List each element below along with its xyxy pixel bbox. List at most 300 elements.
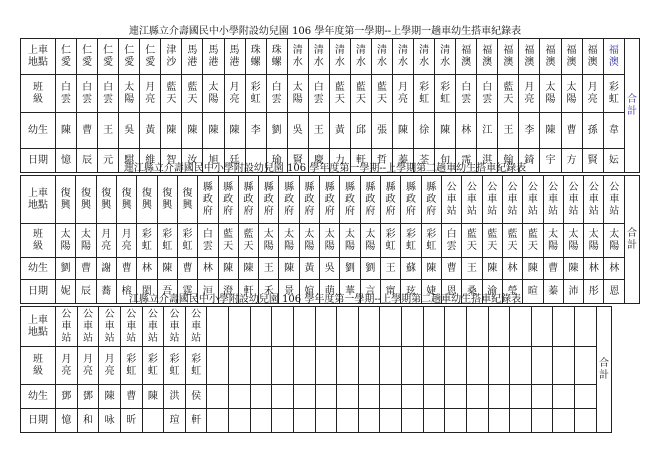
student-cell — [203, 113, 224, 149]
student-char: 元 — [103, 154, 114, 166]
stop-cell — [320, 176, 340, 224]
stop-char: 府 — [263, 205, 274, 217]
stop-cell — [142, 307, 164, 347]
stop-cell — [238, 176, 258, 224]
student-char: 慶 — [313, 154, 324, 166]
stop-char: 縣 — [385, 181, 396, 193]
stop-char: 車 — [104, 320, 115, 332]
stop-char: 車 — [446, 193, 457, 205]
class-cell — [421, 224, 441, 258]
stop-char: 澳 — [587, 56, 598, 68]
class-char: 雲 — [202, 240, 213, 252]
stop-char: 站 — [527, 205, 538, 217]
class-char: 月 — [398, 81, 409, 93]
student-cell — [604, 258, 625, 280]
stop-char: 水 — [292, 56, 303, 68]
class-char: 月 — [61, 353, 72, 365]
empty-cell — [337, 385, 359, 409]
stop-char: 仁 — [82, 44, 93, 56]
stop-char: 水 — [419, 56, 430, 68]
class-char: 虹 — [440, 93, 451, 105]
stop-char: 車 — [61, 320, 72, 332]
stop-char: 復 — [182, 187, 193, 199]
empty-cell — [229, 347, 251, 385]
student-char: 宇 — [545, 154, 556, 166]
stop-char: 興 — [101, 199, 112, 211]
stop-char: 政 — [263, 193, 274, 205]
stop-cell — [203, 39, 224, 75]
class-char: 陽 — [548, 240, 559, 252]
class-char: 陽 — [292, 93, 303, 105]
class-cell — [98, 75, 119, 113]
student-char: 恩 — [446, 285, 457, 297]
empty-cell — [337, 347, 359, 385]
stop-char: 清 — [440, 44, 451, 56]
total-label: 合 — [627, 227, 637, 239]
class-char: 陽 — [566, 93, 577, 105]
student-char: 吾 — [162, 285, 173, 297]
student-cell — [329, 113, 350, 149]
stop-char: 政 — [426, 193, 437, 205]
class-cell — [299, 224, 319, 258]
class-char: 雲 — [461, 93, 472, 105]
empty-cell — [466, 385, 488, 409]
stop-char: 車 — [527, 193, 538, 205]
student-char: 瑜 — [271, 154, 282, 166]
empty-cell — [358, 385, 380, 409]
empty-cell — [423, 347, 445, 385]
student-cell — [320, 258, 340, 280]
stop-char: 站 — [126, 332, 137, 344]
class-char: 雲 — [482, 93, 493, 105]
student-cell — [540, 113, 561, 149]
class-char: 虹 — [191, 365, 202, 377]
stop-char: 縣 — [304, 181, 315, 193]
class-cell — [371, 75, 392, 113]
stop-char: 福 — [461, 44, 472, 56]
stop-char: 站 — [466, 205, 477, 217]
student-char: 彤 — [588, 285, 599, 297]
class-cell — [245, 75, 266, 113]
stop-char: 府 — [243, 205, 254, 217]
empty-cell — [207, 307, 229, 347]
class-cell — [119, 75, 140, 113]
stop-cell — [157, 176, 177, 224]
row-label-student — [21, 113, 56, 149]
stop-char: 馬 — [229, 44, 240, 56]
student-char: 林 — [588, 262, 599, 274]
student-cell — [177, 258, 197, 280]
student-char: 哲 — [376, 154, 387, 166]
empty-cell — [272, 307, 294, 347]
class-char: 天 — [527, 240, 538, 252]
student-char: 渝 — [487, 285, 498, 297]
empty-cell — [380, 385, 402, 409]
empty-cell — [423, 385, 445, 409]
stop-cell — [119, 39, 140, 75]
student-char: 恩 — [609, 285, 620, 297]
student-char: 吳 — [324, 262, 335, 274]
class-char: 藍 — [507, 228, 518, 240]
stop-char: 公 — [568, 181, 579, 193]
student-char: 霆 — [182, 285, 193, 297]
student-char: 玹 — [405, 285, 416, 297]
empty-cell — [488, 307, 510, 347]
class-char: 雲 — [313, 93, 324, 105]
class-cell — [142, 347, 164, 385]
class-char: 太 — [609, 228, 620, 240]
class-char: 天 — [223, 240, 234, 252]
stop-char: 興 — [80, 199, 91, 211]
student-char: 曹 — [446, 262, 457, 274]
stop-cell — [161, 39, 182, 75]
student-cell — [245, 113, 266, 149]
stop-char: 港 — [187, 56, 198, 68]
class-char: 白 — [202, 228, 213, 240]
class-char: 藍 — [503, 81, 514, 93]
class-char: 彩 — [147, 353, 158, 365]
student-cell — [99, 385, 121, 409]
stop-char: 復 — [141, 187, 152, 199]
student-char: 林 — [507, 262, 518, 274]
class-char: 白 — [446, 228, 457, 240]
row-stop — [21, 39, 640, 75]
empty-cell — [553, 385, 575, 409]
stop-char: 縣 — [223, 181, 234, 193]
empty-cell — [445, 307, 467, 347]
stop-cell — [604, 176, 625, 224]
empty-cell — [488, 385, 510, 409]
student-char: 陳 — [440, 124, 451, 136]
stop-char: 復 — [162, 187, 173, 199]
stop-char: 愛 — [103, 56, 114, 68]
empty-cell — [337, 307, 359, 347]
stop-char: 車 — [568, 193, 579, 205]
stop-cell — [329, 39, 350, 75]
bus-roster-table — [20, 38, 640, 173]
class-char: 太 — [80, 228, 91, 240]
stop-char: 政 — [324, 193, 335, 205]
student-char: 蓁 — [398, 154, 409, 166]
student-char: 陳 — [162, 262, 173, 274]
class-cell — [137, 224, 157, 258]
class-cell — [604, 224, 625, 258]
stop-char: 興 — [182, 199, 193, 211]
student-char: 陳 — [166, 124, 177, 136]
stop-char: 公 — [147, 308, 158, 320]
student-char: 賢 — [292, 154, 303, 166]
class-cell — [96, 224, 116, 258]
bus-roster-table — [20, 175, 640, 304]
student-cell — [259, 258, 279, 280]
class-char: 彩 — [191, 353, 202, 365]
student-cell — [603, 113, 624, 149]
stop-cell — [582, 39, 603, 75]
student-char: 華 — [345, 285, 356, 297]
class-cell — [164, 347, 186, 385]
stop-cell — [441, 176, 461, 224]
class-char: 白 — [82, 81, 93, 93]
stop-char: 福 — [587, 44, 598, 56]
class-cell — [182, 75, 203, 113]
empty-cell — [575, 409, 597, 433]
class-cell — [477, 75, 498, 113]
class-cell — [360, 224, 380, 258]
total-cell — [625, 39, 640, 173]
class-char: 白 — [313, 81, 324, 93]
stop-char: 螺 — [271, 56, 282, 68]
student-char: 王 — [103, 124, 114, 136]
class-cell — [238, 224, 258, 258]
stop-cell — [498, 39, 519, 75]
stop-char: 興 — [141, 199, 152, 211]
stop-char: 水 — [355, 56, 366, 68]
student-char: 翰 — [503, 154, 514, 166]
row-class — [21, 224, 640, 258]
stop-char: 車 — [147, 320, 158, 332]
stop-char: 港 — [208, 56, 219, 68]
student-cell — [238, 258, 258, 280]
student-char: 閎 — [141, 285, 152, 297]
class-cell — [218, 224, 238, 258]
stop-char: 水 — [334, 56, 345, 68]
stop-char: 復 — [121, 187, 132, 199]
student-cell — [157, 258, 177, 280]
stop-char: 站 — [568, 205, 579, 217]
student-char: 軒 — [355, 154, 366, 166]
student-char: 陳 — [545, 124, 556, 136]
row-label-text: 幼生 — [28, 262, 48, 274]
class-char: 太 — [292, 81, 303, 93]
class-char: 太 — [568, 228, 579, 240]
class-char: 月 — [121, 228, 132, 240]
empty-cell — [445, 409, 467, 433]
class-char: 彩 — [141, 228, 152, 240]
stop-char: 縣 — [324, 181, 335, 193]
row-label-text: 班 — [33, 228, 43, 240]
student-char: 媗 — [304, 285, 315, 297]
stop-char: 車 — [466, 193, 477, 205]
student-char: 騏 — [124, 154, 135, 166]
empty-cell — [402, 307, 424, 347]
stop-cell — [218, 176, 238, 224]
empty-cell — [510, 409, 532, 433]
empty-cell — [423, 307, 445, 347]
stop-char: 興 — [121, 199, 132, 211]
student-cell — [56, 258, 76, 280]
class-char: 亮 — [121, 240, 132, 252]
row-stop — [21, 176, 640, 224]
class-char: 藍 — [187, 81, 198, 93]
class-char: 彩 — [126, 353, 137, 365]
stop-char: 站 — [446, 205, 457, 217]
student-cell — [543, 258, 563, 280]
student-char: 曹 — [126, 390, 137, 402]
row-label-text: 幼生 — [28, 390, 48, 402]
total-label: 計 — [599, 369, 609, 381]
class-char: 亮 — [82, 365, 93, 377]
stop-char: 清 — [419, 44, 430, 56]
stop-char: 公 — [487, 181, 498, 193]
student-char: 侯 — [191, 390, 202, 402]
student-char: 徐 — [419, 124, 430, 136]
student-cell — [340, 258, 360, 280]
class-cell — [381, 224, 401, 258]
student-cell — [140, 113, 161, 149]
stop-char: 縣 — [426, 181, 437, 193]
stop-cell — [371, 39, 392, 75]
row-label-class — [21, 347, 56, 385]
stop-char: 復 — [60, 187, 71, 199]
class-char: 陽 — [324, 240, 335, 252]
stop-cell — [350, 39, 371, 75]
class-char: 天 — [376, 93, 387, 105]
date-cell — [99, 409, 121, 433]
student-cell — [381, 258, 401, 280]
stop-cell — [563, 176, 583, 224]
class-char: 彩 — [426, 228, 437, 240]
stop-char: 府 — [284, 205, 295, 217]
stop-char: 政 — [223, 193, 234, 205]
student-cell — [350, 113, 371, 149]
empty-cell — [575, 307, 597, 347]
stop-cell — [224, 39, 245, 75]
class-char: 藍 — [223, 228, 234, 240]
class-cell — [582, 75, 603, 113]
class-char: 藍 — [334, 81, 345, 93]
stop-char: 復 — [101, 187, 112, 199]
student-char: 王 — [385, 262, 396, 274]
empty-cell — [402, 409, 424, 433]
class-char: 亮 — [61, 365, 72, 377]
student-char: 陳 — [284, 262, 295, 274]
stop-char: 站 — [588, 205, 599, 217]
student-char: 李 — [524, 124, 535, 136]
row-label-stop — [21, 39, 56, 75]
student-char: 陳 — [229, 124, 240, 136]
student-char: 婕 — [426, 285, 437, 297]
stop-cell — [98, 39, 119, 75]
student-char: 曹 — [82, 124, 93, 136]
stop-char: 車 — [609, 193, 620, 205]
student-char: 方 — [566, 154, 577, 166]
student-cell — [441, 258, 461, 280]
empty-cell — [229, 385, 251, 409]
empty-cell — [553, 409, 575, 433]
empty-cell — [229, 409, 251, 433]
class-char: 陽 — [304, 240, 315, 252]
class-char: 天 — [507, 240, 518, 252]
empty-cell — [488, 409, 510, 433]
section-title: 連江縣立介壽國民中小學附設幼兒園 106 學年度第一學期--上學期一趟車幼生搭車紀錄表 — [128, 26, 522, 37]
row-label-text: 級 — [33, 365, 43, 377]
stop-char: 愛 — [145, 56, 156, 68]
stop-char: 車 — [487, 193, 498, 205]
student-char: 林 — [141, 262, 152, 274]
empty-cell — [272, 409, 294, 433]
student-cell — [477, 113, 498, 149]
student-char: 陳 — [147, 390, 158, 402]
stop-char: 站 — [609, 205, 620, 217]
class-cell — [76, 224, 96, 258]
empty-cell — [380, 307, 402, 347]
stop-char: 縣 — [345, 181, 356, 193]
class-cell — [523, 224, 543, 258]
class-char: 天 — [243, 240, 254, 252]
row-class — [21, 75, 640, 113]
stop-char: 府 — [324, 205, 335, 217]
student-char: 力 — [334, 154, 345, 166]
empty-cell — [315, 307, 337, 347]
stop-char: 府 — [304, 205, 315, 217]
empty-cell — [358, 307, 380, 347]
empty-cell — [445, 347, 467, 385]
row-student — [21, 258, 640, 280]
student-char: 桑 — [466, 285, 477, 297]
stop-char: 水 — [440, 56, 451, 68]
class-char: 彩 — [608, 81, 619, 93]
stop-char: 公 — [126, 308, 137, 320]
student-char: 吳 — [292, 124, 303, 136]
stop-char: 興 — [162, 199, 173, 211]
class-cell — [279, 224, 299, 258]
class-char: 虹 — [419, 93, 430, 105]
student-char: 洹 — [202, 285, 213, 297]
student-char: 曹 — [121, 262, 132, 274]
student-cell — [584, 258, 604, 280]
row-label-text: 幼生 — [28, 124, 48, 136]
student-char: 智 — [166, 154, 177, 166]
student-char: 王 — [466, 262, 477, 274]
student-char: 陳 — [527, 262, 538, 274]
student-char: 軒 — [191, 414, 202, 426]
empty-cell — [250, 307, 272, 347]
student-char: 邱 — [355, 124, 366, 136]
class-char: 陽 — [588, 240, 599, 252]
student-char: 甯 — [385, 285, 396, 297]
stop-cell — [120, 307, 142, 347]
stop-cell — [116, 176, 136, 224]
stop-cell — [76, 176, 96, 224]
empty-cell — [531, 307, 553, 347]
student-char: 林 — [609, 262, 620, 274]
class-char: 月 — [104, 353, 115, 365]
empty-cell — [466, 307, 488, 347]
date-cell — [120, 409, 142, 433]
empty-cell — [553, 307, 575, 347]
student-cell — [308, 113, 329, 149]
stop-char: 螺 — [250, 56, 261, 68]
student-char: 陳 — [223, 262, 234, 274]
empty-cell — [466, 409, 488, 433]
student-cell — [120, 385, 142, 409]
stop-cell — [543, 176, 563, 224]
row-label-text: 班 — [33, 81, 43, 93]
stop-cell — [77, 39, 98, 75]
class-cell — [561, 75, 582, 113]
empty-cell — [207, 409, 229, 433]
empty-cell — [250, 409, 272, 433]
section-title: 連江縣立介壽國民中小學附設幼兒園 106 學年度第一學期--上學期第二趟車幼生搭車紀錄表 — [123, 163, 527, 174]
stop-char: 清 — [313, 44, 324, 56]
empty-cell — [553, 347, 575, 385]
class-cell — [266, 75, 287, 113]
student-char: 咏 — [104, 414, 115, 426]
student-char: 和 — [82, 414, 93, 426]
stop-char: 福 — [608, 44, 619, 56]
stop-char: 清 — [376, 44, 387, 56]
stop-char: 站 — [487, 205, 498, 217]
